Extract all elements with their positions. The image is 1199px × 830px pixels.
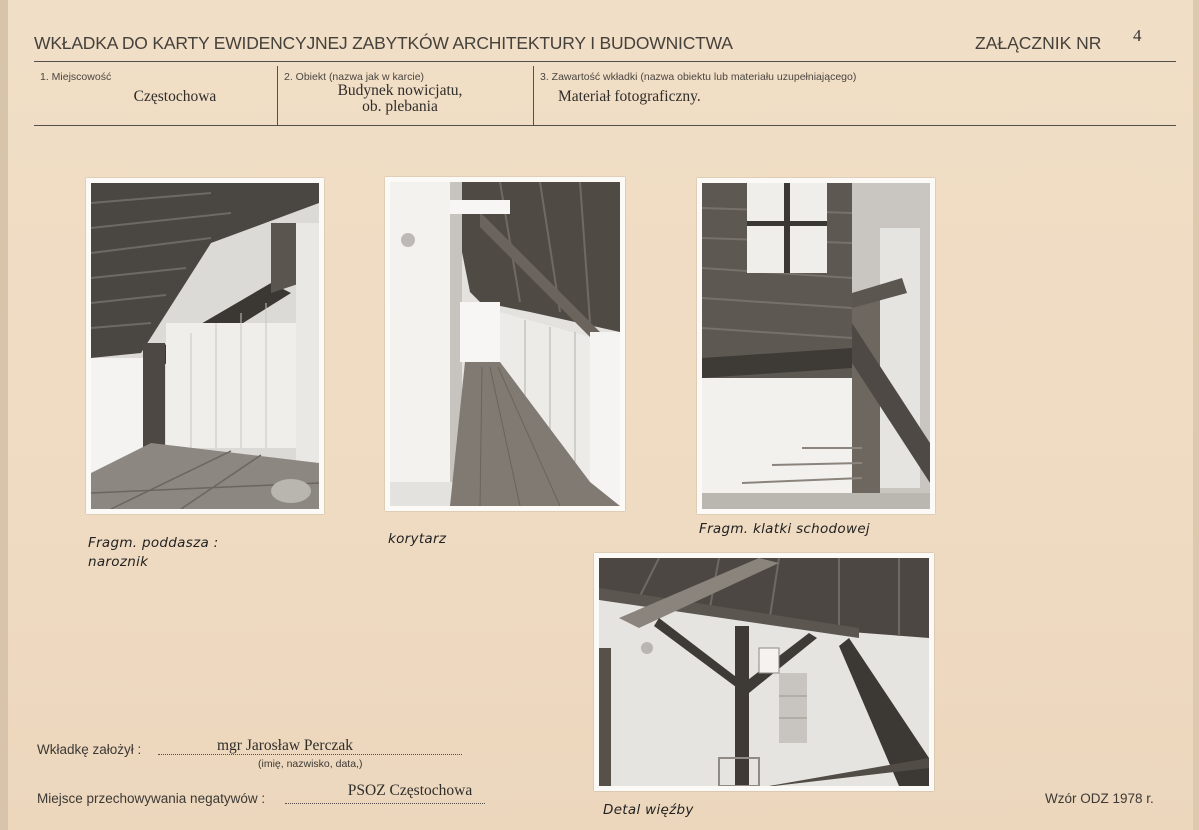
object-value-line1: Budynek nowicjatu,: [337, 82, 463, 99]
field-divider-1: [277, 66, 278, 125]
photo-corridor: [385, 177, 625, 511]
attachment-label: ZAŁĄCZNIK NR: [975, 33, 1102, 53]
photo-attic-corner: [86, 178, 324, 514]
negatives-label: Miejsce przechowywania negatywów :: [37, 791, 266, 806]
field-divider-2: [533, 66, 534, 125]
caption-attic-line1: Fragm. poddasza :: [88, 535, 219, 551]
created-by-label: Wkładkę założył :: [37, 742, 142, 757]
photo-staircase: [697, 178, 935, 514]
created-by-dotted-line: [158, 754, 462, 755]
locality-label: 1. Miejscowość: [40, 71, 112, 83]
page-edge-left: [0, 0, 8, 830]
created-by-note: (imię, nazwisko, data,): [258, 758, 363, 770]
form-code: Wzór ODZ 1978 r.: [1045, 791, 1154, 806]
negatives-dotted-line: [285, 803, 485, 804]
content-label: 3. Zawartość wkładki (nazwa obiektu lub materiału uzupełniającego): [540, 71, 857, 83]
content-value: Materiał fotograficzny.: [558, 88, 701, 105]
form-title: WKŁADKA DO KARTY EWIDENCYJNEJ ZABYTKÓW ARCHITEKTURY I BUDOWNICTWA: [34, 33, 733, 53]
header-rule-top: [34, 61, 1176, 62]
header-rule-bottom: [34, 125, 1176, 126]
caption-staircase: Fragm. klatki schodowej: [699, 521, 870, 537]
caption-corridor: korytarz: [388, 531, 447, 547]
locality-value: Częstochowa: [133, 88, 217, 105]
created-by-value: mgr Jarosław Perczak: [216, 737, 353, 754]
object-label: 2. Obiekt (nazwa jak w karcie): [284, 71, 425, 83]
attachment-number: 4: [1133, 26, 1142, 45]
photo-roof-truss: [594, 553, 934, 791]
page-edge-right: [1193, 0, 1199, 830]
caption-roof-truss: Detal więźby: [603, 802, 694, 818]
caption-attic-line2: naroznik: [88, 554, 149, 570]
object-value-line2: ob. plebania: [362, 98, 438, 115]
negatives-value: PSOZ Częstochowa: [347, 782, 473, 799]
